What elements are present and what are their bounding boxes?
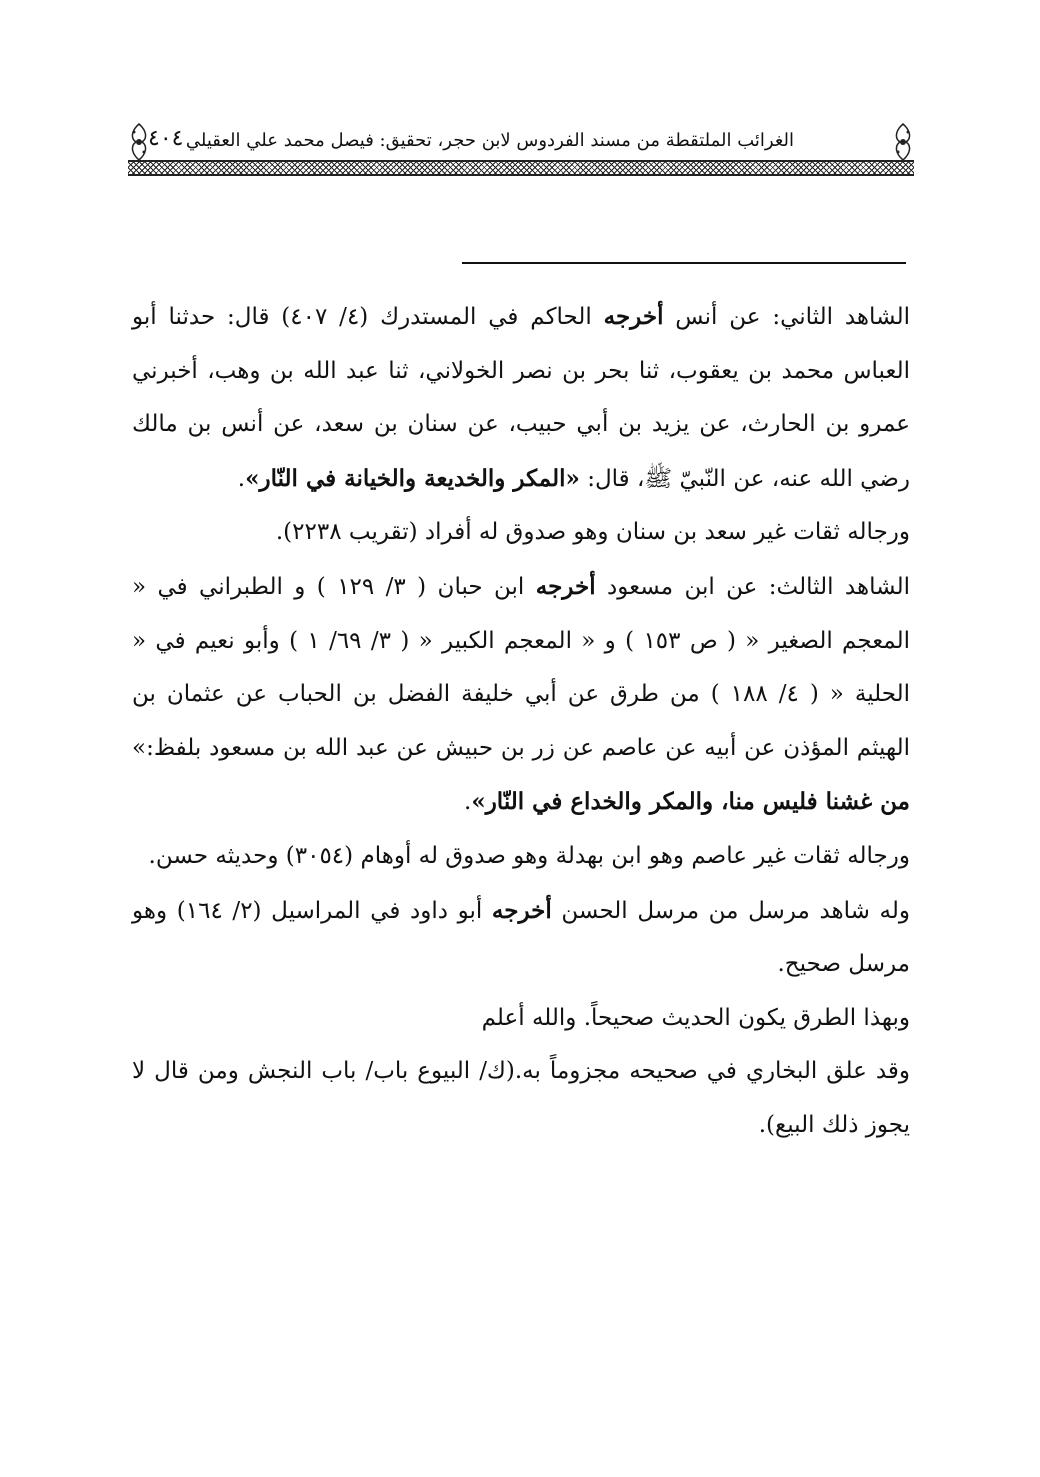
paragraph: وبهذا الطرق يكون الحديث صحيحاً. والله أعلم [481, 1004, 910, 1031]
paragraph: الشاهد الثالث: عن ابن مسعود أخرجه ابن حبان ( ٣/ ١٢٩ ) و الطبراني في « المعجم الصغير « ( ص ١٥٣ ) و « المعجم الكبير « ( ٣/ ٦٩/ ١ ) وأبو نعيم في « الحلية « ( ٤/ ١٨٨ ) من طرق عن أبي خليفة الفضل بن الحباب عن عثمان بن الهيثم المؤذن عن أبيه عن عاصم عن زر بن حبيش عن عبد الله بن مسعود بلفظ:» من غشنا فليس منا، والمكر والخداع في النّار». [132, 572, 911, 816]
running-title: الغرائب الملتقطة من مسند الفردوس لابن حجر، تحقيق: فيصل محمد علي العقيلي [185, 130, 794, 151]
page-number: ٤٠٤ [148, 126, 184, 151]
header-rule [128, 160, 914, 176]
ornament-icon [890, 122, 916, 162]
paragraph: ورجاله ثقات غير سعد بن سنان وهو صدوق له أفراد (تقريب ٢٢٣٨). [275, 519, 910, 546]
paragraph: وله شاهد مرسل من مرسل الحسن أخرجه أبو داود في المراسيل (٢/ ١٦٤) وهو مرسل صحيح. [132, 896, 911, 978]
body-text [132, 290, 910, 1153]
separator-line [462, 262, 906, 264]
paragraph: ورجاله ثقات غير عاصم وهو ابن بهدلة وهو صدوق له أوهام (٣٠٥٤) وحديثه حسن. [148, 842, 910, 869]
page-header [128, 118, 914, 176]
paragraph: الشاهد الثاني: عن أنس أخرجه الحاكم في المستدرك (٤/ ٤٠٧) قال: حدثنا أبو العباس محمد بن يعقوب، ثنا بحر بن نصر الخولاني، ثنا عبد الله بن وهب، أخبرني عمرو بن الحارث، عن يزيد بن أبي حبيب، عن سنان بن سعد، عن أنس بن مالك رضي الله عنه، عن النّبيّ ﷺ، قال: «المكر والخديعة والخيانة في النّار». [132, 303, 910, 492]
paragraph: وقد علق البخاري في صحيحه مجزوماً به.(ك/ البيوع باب/ باب النجش ومن قال لا يجوز ذلك البيع). [132, 1058, 910, 1138]
